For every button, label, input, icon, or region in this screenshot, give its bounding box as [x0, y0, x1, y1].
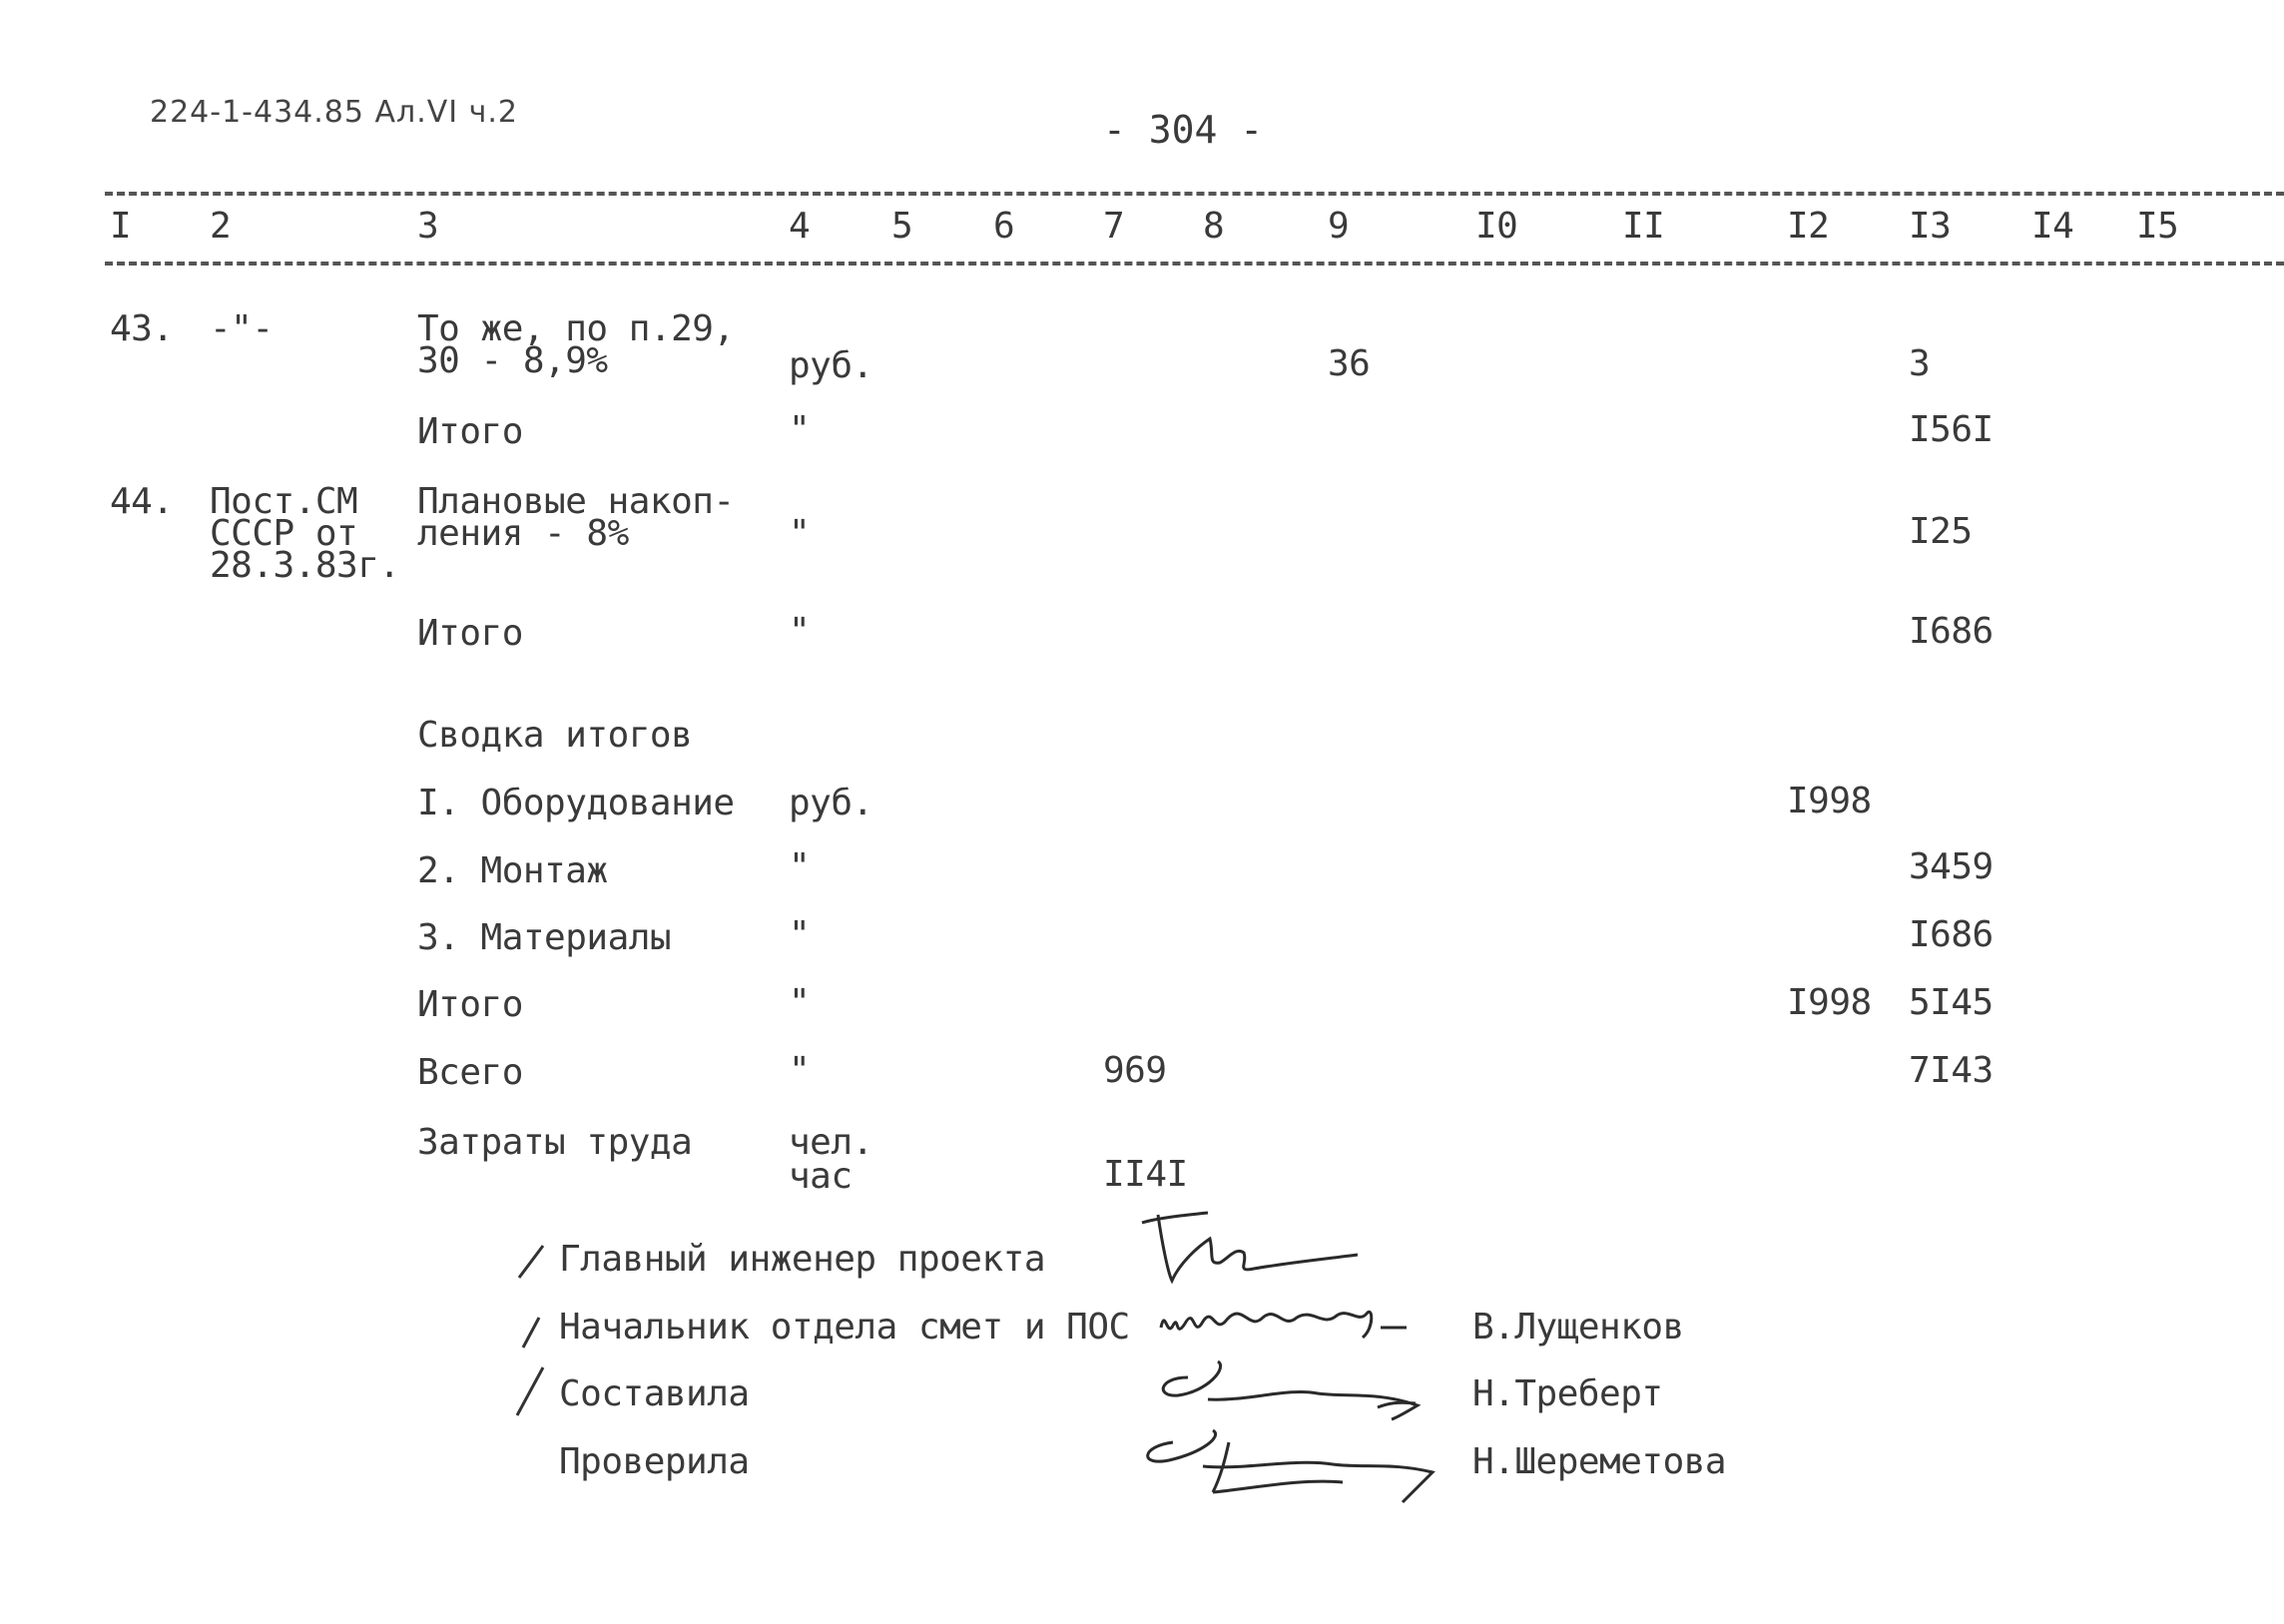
row-name: Итого [417, 613, 523, 654]
cell-col13: 7I43 [1909, 1050, 1994, 1091]
row-name-line2: ления - 8% [417, 513, 629, 554]
signature-name: Н.Треберт [1472, 1373, 1663, 1414]
column-header: II [1622, 206, 1665, 247]
column-header: 5 [891, 206, 913, 247]
document-code: 224-1-434.85 Ал.VI ч.2 [150, 95, 518, 130]
header-rule-bottom [105, 262, 2284, 266]
column-header: 9 [1328, 206, 1350, 247]
signature-role: Составила [559, 1373, 750, 1414]
summary-item-unit: " [789, 846, 811, 887]
cell-col9: 36 [1328, 343, 1371, 384]
column-header: 7 [1103, 206, 1125, 247]
summary-item-unit-line2: час [789, 1156, 853, 1197]
row-unit: " [789, 409, 811, 450]
summary-item-name: Итого [417, 984, 523, 1025]
column-header: I4 [2031, 206, 2074, 247]
summary-item-unit-line1: чел. [789, 1122, 873, 1163]
row-basis: -"- [210, 308, 274, 349]
summary-item-name: Затраты труда [417, 1122, 693, 1163]
column-header: 3 [417, 206, 439, 247]
row-unit: " [789, 513, 811, 554]
cell-col12: I998 [1787, 781, 1872, 821]
cell-col13: 3459 [1909, 846, 1994, 887]
row-number: 44. [110, 481, 174, 522]
page-number: - 304 - [1103, 108, 1264, 152]
row-unit: руб. [789, 345, 873, 386]
cell-col13: 5I45 [1909, 982, 1994, 1023]
signature-marks [509, 1228, 549, 1527]
column-header: 8 [1203, 206, 1225, 247]
signature-role: Начальник отдела смет и ПОС [559, 1307, 1130, 1348]
cell-col7: II4I [1103, 1154, 1188, 1195]
signature-role: Главный инженер проекта [559, 1239, 1045, 1280]
signature-handwritten [1133, 1412, 1452, 1522]
summary-item-name: I. Оборудование [417, 783, 735, 823]
summary-item-unit: " [789, 914, 811, 955]
row-name-line1: То же, по п.29, [417, 308, 735, 349]
cell-col13: I686 [1909, 611, 1994, 652]
cell-col7: 969 [1103, 1050, 1167, 1091]
row-name: Итого [417, 411, 523, 452]
header-rule-top [105, 192, 2284, 196]
row-basis-line3: 28.3.83г. [210, 545, 400, 586]
signature-handwritten [1128, 1203, 1368, 1293]
row-name-line1: Плановые накоп- [417, 481, 735, 522]
cell-col12: I998 [1787, 982, 1872, 1023]
signature-name: В.Лущенков [1472, 1307, 1684, 1348]
column-header: I5 [2136, 206, 2179, 247]
column-header: 4 [789, 206, 811, 247]
row-number: 43. [110, 308, 174, 349]
column-header: I3 [1909, 206, 1952, 247]
summary-item-unit: " [789, 1050, 811, 1091]
cell-col13: I25 [1909, 511, 1973, 552]
column-header: I [110, 206, 132, 247]
signature-role: Проверила [559, 1441, 750, 1482]
summary-item-unit: " [789, 982, 811, 1023]
signature-name: Н.Шереметова [1472, 1441, 1727, 1482]
column-header: I2 [1787, 206, 1830, 247]
summary-item-name: Всего [417, 1052, 523, 1093]
row-basis-line2: СССР от [210, 513, 358, 554]
column-header: 6 [993, 206, 1015, 247]
cell-col13: I56I [1909, 409, 1994, 450]
row-name-line2: 30 - 8,9% [417, 340, 608, 381]
summary-item-unit: руб. [789, 783, 873, 823]
row-basis-line1: Пост.СМ [210, 481, 358, 522]
row-unit: " [789, 611, 811, 652]
cell-col13: I686 [1909, 914, 1994, 955]
column-header: I0 [1475, 206, 1518, 247]
summary-title: Сводка итогов [417, 715, 693, 756]
cell-col13: 3 [1909, 343, 1931, 384]
column-header: 2 [210, 206, 232, 247]
summary-item-name: 3. Материалы [417, 917, 672, 958]
summary-item-name: 2. Монтаж [417, 850, 608, 891]
